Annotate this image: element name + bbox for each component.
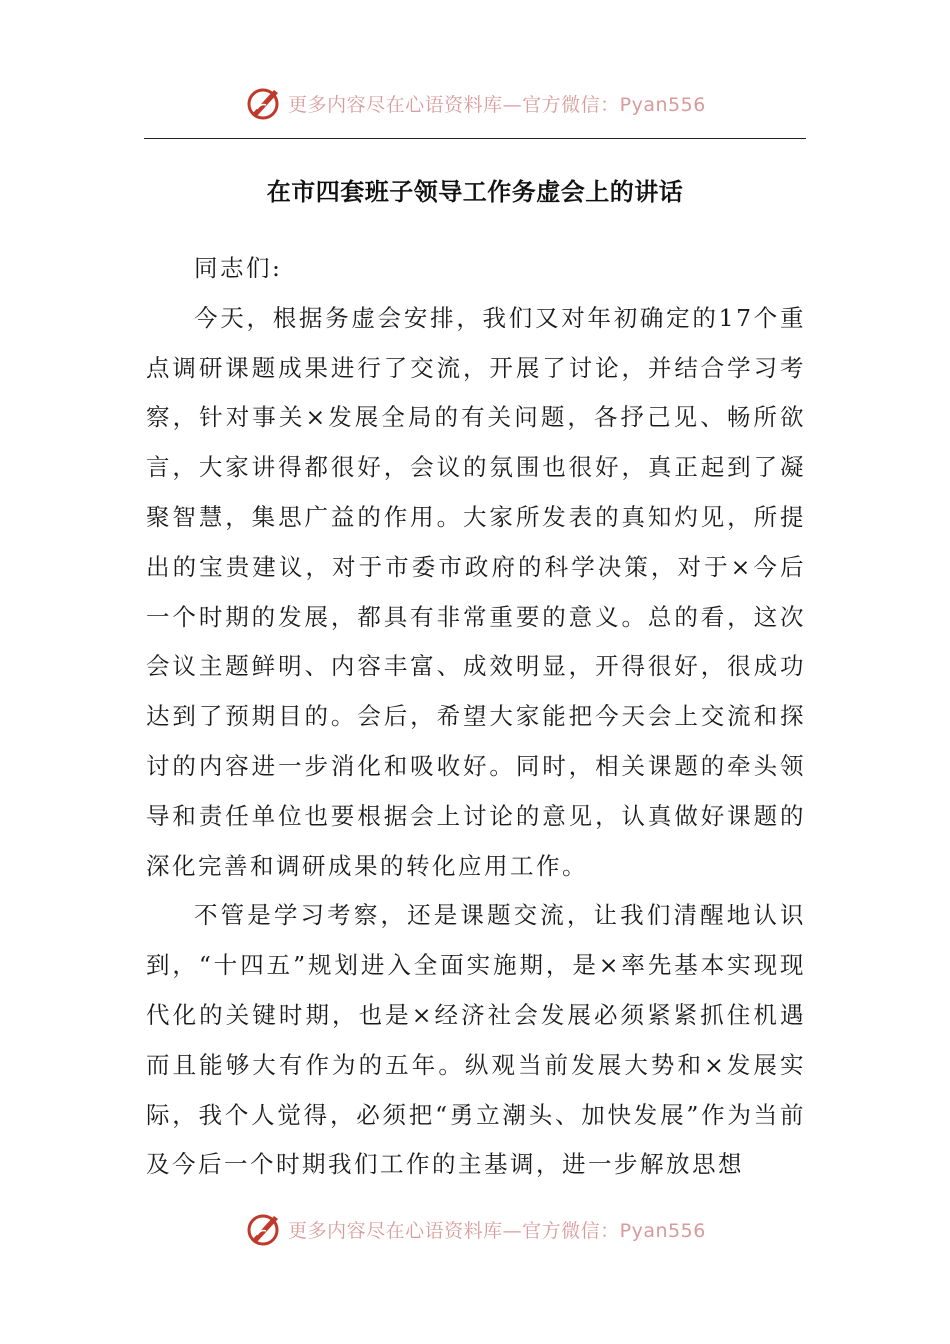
header-divider	[144, 138, 806, 139]
body-paragraph-2: 不管是学习考察，还是课题交流，让我们清醒地认识到，“十四五”规划进入全面实施期，是×率先基本实现现代化的关键时期，也是×经济社会发展必须紧紧抓住机遇而且能够大有作为的五年。纵观当前发展大势和×发展实际，我个人觉得，必须把“勇立潮头、加快发展”作为当前及今后一个时期我们工作的主基调，进一步解放思想	[146, 901, 806, 1179]
header-watermark	[0, 80, 950, 126]
salutation: 同志们:	[194, 254, 283, 282]
footer-watermark	[0, 1206, 950, 1252]
watermark-text: 更多内容尽在心语资料库—官方微信：Pyan556	[288, 93, 706, 116]
quill-seal-icon	[244, 1210, 284, 1248]
quill-seal-icon	[244, 84, 284, 122]
body-paragraph-1: 今天，根据务虚会安排，我们又对年初确定的17个重点调研课题成果进行了交流，开展了讨论，并结合学习考察，针对事关×发展全局的有关问题，各抒己见、畅所欲言，大家讲得都很好，会议的氛围也很好，真正起到了凝聚智慧，集思广益的作用。大家所发表的真知灼见，所提出的宝贵建议，对于市委市政府的科学决策，对于×今后一个时期的发展，都具有非常重要的意义。总的看，这次会议主题鲜明、内容丰富、成效明显，开得很好，很成功达到了预期目的。会后，希望大家能把今天会上交流和探讨的内容进一步消化和吸收好。同时，相关课题的牵头领导和责任单位也要根据会上讨论的意见，认真做好课题的深化完善和调研成果的转化应用工作。	[146, 303, 806, 880]
document-body	[146, 244, 806, 1190]
document-title: 在市四套班子领导工作务虚会上的讲话	[266, 178, 684, 206]
watermark-text: 更多内容尽在心语资料库—官方微信：Pyan556	[288, 1219, 706, 1242]
